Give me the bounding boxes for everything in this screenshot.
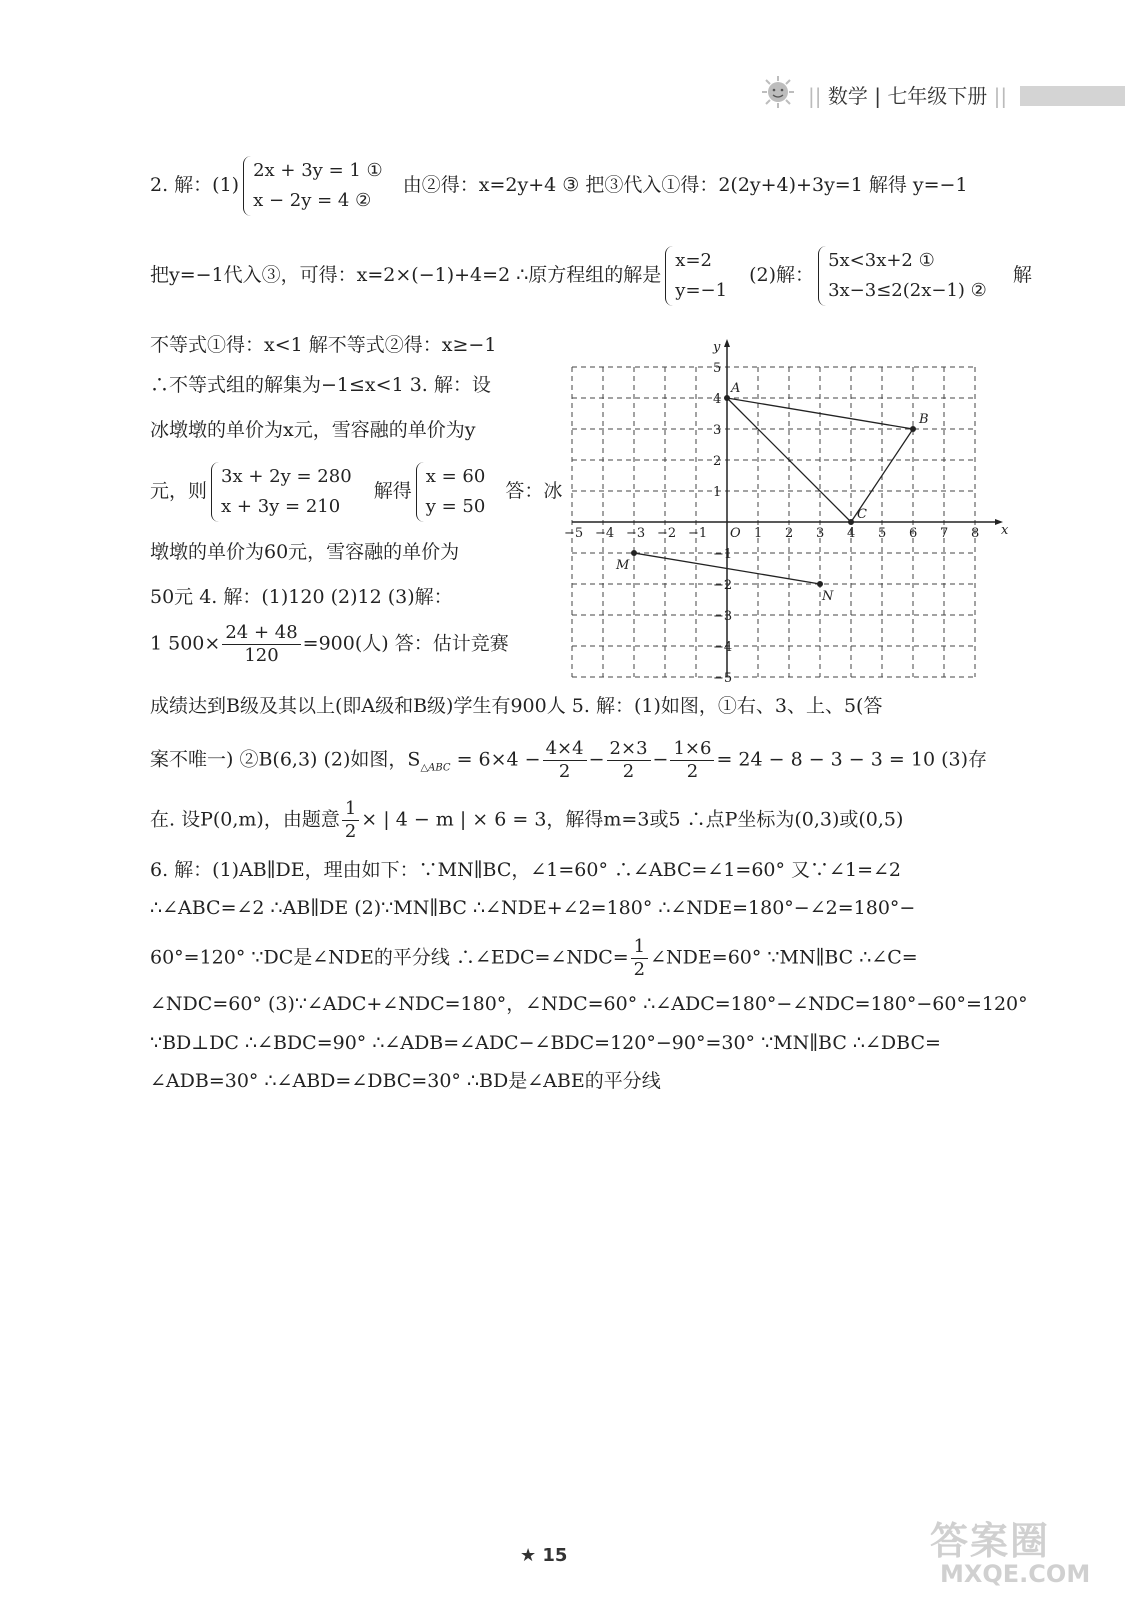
point-M <box>631 550 637 556</box>
point-A <box>724 395 730 401</box>
y-tick-label: −4 <box>713 640 733 655</box>
x-tick-label: 3 <box>816 526 825 541</box>
origin-label: O <box>730 526 741 541</box>
point-label-B: B <box>919 412 929 427</box>
x-axis-label: x <box>1001 523 1009 538</box>
y-axis-arrow-icon <box>724 339 730 347</box>
q4-line9: 1 500× $\frac{24 + 48}{120}$ =900(人) 答：估计竞赛 <box>150 622 509 666</box>
point-N <box>817 581 823 587</box>
y-tick-label: −3 <box>713 609 733 624</box>
q2-line2: 把y=−1代入③，可得：x=2×(−1)+4=2 ∴原方程组的解是 x=2 y=−1 (2)解： 5x<3x+2 ① 3x−3≤2(2x−1) ② 解 <box>150 246 1032 306</box>
x-tick-label: 4 <box>847 526 856 541</box>
q3-line7: 墩墩的单价为60元，雪容融的单价为 <box>150 541 460 563</box>
x-tick-label: 5 <box>878 526 887 541</box>
y-tick-label: 4 <box>713 392 722 407</box>
y-tick-label: −5 <box>713 671 733 686</box>
equation-system-1: 2x + 3y = 1 ① x − 2y = 4 ② <box>243 156 383 216</box>
y-tick-label: 2 <box>713 454 722 469</box>
header-text: || 数学 | 七年级下册 || <box>808 84 1008 108</box>
point-label-A: A <box>731 381 741 396</box>
x-tick-label: −4 <box>595 526 615 541</box>
x-tick-label: 1 <box>754 526 763 541</box>
y-axis-label: y <box>713 340 721 355</box>
x-tick-label: 7 <box>940 526 949 541</box>
q6-line18: ∠ADB=30° ∴∠ABD=∠DBC=30° ∴BD是∠ABE的平分线 <box>150 1070 661 1092</box>
equation-system-3: 3x + 2y = 280 x + 3y = 210 <box>211 462 352 522</box>
q5-line12: 在. 设P(0,m)，由题意 $\frac{1}{2}$ × | 4 − m | × 6 = 3，解得m=3或5 ∴点P坐标为(0,3)或(0,5) <box>150 798 904 842</box>
q2-line3: 不等式①得：x<1 解不等式②得：x≥−1 <box>150 334 497 356</box>
fraction-q4: $\frac{24 + 48}{120}$ <box>222 622 300 667</box>
point-label-N: N <box>822 589 834 604</box>
q6-line14: ∴∠ABC=∠2 ∴AB∥DE (2)∵MN∥BC ∴∠NDE+∠2=180° ∴∠NDE=180°−∠2=180°− <box>150 897 916 919</box>
q6-line16: ∠NDC=60° (3)∵∠ADC+∠NDC=180°，∠NDC=60° ∴∠ADC=180°−∠NDC=180°−60°=120° <box>150 993 1028 1015</box>
header-grade: 七年级下册 <box>887 84 988 108</box>
x-tick-label: −2 <box>657 526 677 541</box>
solution-system-3: x = 60 y = 50 <box>416 462 486 522</box>
point-C <box>848 519 854 525</box>
y-tick-label: 3 <box>713 423 722 438</box>
point-label-C: C <box>857 507 867 522</box>
y-tick-label: −2 <box>713 578 733 593</box>
watermark-url: MXQE.COM <box>940 1560 1091 1588</box>
inequality-system: 5x<3x+2 ① 3x−3≤2(2x−1) ② <box>818 246 987 306</box>
y-tick-label: 5 <box>713 361 722 376</box>
q3-line6: 元，则 3x + 2y = 280 x + 3y = 210 解得 x = 60 y = 50 答：冰 <box>150 462 562 522</box>
coordinate-graph <box>564 318 1009 686</box>
x-tick-label: 6 <box>909 526 918 541</box>
q6-line13: 6. 解：(1)AB∥DE，理由如下：∵MN∥BC，∠1=60° ∴∠ABC=∠1=60° 又∵∠1=∠2 <box>150 859 901 881</box>
x-tick-label: −1 <box>688 526 708 541</box>
header-bar <box>1020 86 1125 106</box>
q6-line15: 60°=120° ∵DC是∠NDE的平分线 ∴∠EDC=∠NDC= $\frac{1}{2}$ ∠NDE=60° ∵MN∥BC ∴∠C= <box>150 936 918 980</box>
q3-line5: 冰墩墩的单价为x元，雪容融的单价为y <box>150 419 476 441</box>
x-tick-label: −5 <box>564 526 584 541</box>
q2-line1: 2. 解：(1) 2x + 3y = 1 ① x − 2y = 4 ② 由②得：x=2y+4 ③ 把③代入①得：2(2y+4)+3y=1 解得 y=−1 <box>150 156 968 216</box>
q4-line8: 50元 4. 解：(1)120 (2)12 (3)解： <box>150 586 453 608</box>
header-subject: 数学 <box>827 84 868 108</box>
q3-line4: ∴不等式组的解集为−1≤x<1 3. 解：设 <box>150 374 491 396</box>
q5-line11: 案不唯一) ②B(6,3) (2)如图，$S_{\triangle ABC} = 6\times 4$ − $\frac{4\times 4}{2}$ − $\frac{2\times 3}{2}$ − $\frac{1\times 6}{2}$ = 24 − 8 − 3 − 3 = 10 (3)存 <box>150 738 987 782</box>
solution-system: x=2 y=−1 <box>665 246 727 306</box>
x-tick-label: 2 <box>785 526 794 541</box>
y-tick-label: 1 <box>713 485 722 500</box>
x-tick-label: 8 <box>971 526 980 541</box>
q6-line17: ∵BD⊥DC ∴∠BDC=90° ∴∠ADB=∠ADC−∠BDC=120°−90°=30° ∵MN∥BC ∴∠DBC= <box>150 1032 941 1054</box>
page-number: ★ 15 <box>520 1545 568 1566</box>
q5-line10: 成绩达到B级及其以上(即A级和B级)学生有900人 5. 解：(1)如图，①右、3、上、5(答 <box>150 695 883 717</box>
y-tick-label: −1 <box>713 547 733 562</box>
x-tick-label: −3 <box>626 526 646 541</box>
point-label-M: M <box>616 558 630 573</box>
header-logo-icon <box>760 74 796 114</box>
watermark-logo: 答案圈 <box>930 1519 1051 1563</box>
point-B <box>910 426 916 432</box>
